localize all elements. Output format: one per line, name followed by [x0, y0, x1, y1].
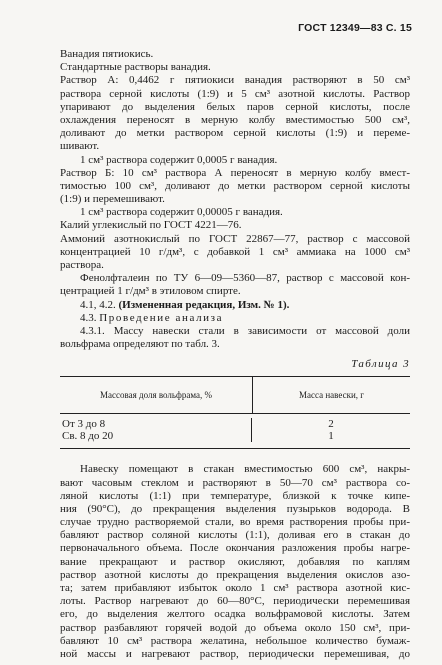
text-line: Ванадия пятиокись.	[60, 48, 154, 60]
tungsten-range-cell: Св. 8 до 20	[60, 430, 252, 442]
text-line: бавляют раствор соляной кислоты (1:1), доливая его в стакан до	[60, 529, 410, 542]
text-line: вают часовым стеклом и растворяют в 50—70 см³ раствора со-	[60, 476, 410, 489]
text-line: ной массы и нагревают раствор, периодически перемешивая, до	[60, 647, 410, 660]
text-line: первоначального объема. После окончания разложения пробы нагре-	[60, 542, 410, 555]
text-line: его, до выделения желтого осадка вольфрамовой кислоты. Затем	[60, 608, 410, 621]
amendment-note	[60, 299, 410, 312]
table-header-col2: Масса навески, г	[299, 390, 364, 401]
page-header: ГОСТ 12349—83 С. 15	[298, 22, 412, 34]
text-line: (1:9) и перемешивают.	[60, 193, 165, 206]
sample-mass-cell: 2	[328, 418, 334, 431]
table-caption: Таблица 3	[351, 358, 410, 371]
amendment-bold: (Измененная редакция, Изм. № 1).	[118, 298, 290, 311]
text-line: случае трудно растворяемой стали, во время растворения пробы при-	[60, 516, 410, 529]
sample-mass-cell: 1	[328, 430, 334, 443]
text-line: ния (90°С), до прекращения выделения пузырьков водорода. В	[60, 502, 410, 515]
text-line: ляной кислоты (1:1) при температуре, близкой к точке кипе-	[60, 489, 410, 502]
text-line: 4.3.1. Массу навески стали в зависимости от массовой доли	[80, 324, 410, 337]
clause-431	[60, 325, 410, 351]
tungsten-range-cell: От 3 до 8	[60, 418, 252, 430]
table-row	[60, 430, 410, 442]
text-line: Фенолфталеин по ТУ 6—09—5360—87, раствор с массовой кон-	[80, 272, 410, 285]
text-line: раствор разбавляют горячей водой до объема около 150 см³, при-	[60, 621, 410, 634]
text-line: Раствор Б: 10 см³ раствора А переносят в мерную колбу вмест-	[60, 166, 410, 179]
reagents-block	[60, 48, 410, 299]
text-line: шивают.	[60, 140, 100, 153]
text-line: 1 см³ раствора содержит 0,0005 г ванадия.	[80, 153, 278, 166]
text-line: Раствор А: 0,4462 г пятиокиси ванадия растворяют в 50 см³	[60, 74, 410, 87]
text-line: охлаждения переносят в мерную колбу вместимостью 500 см³,	[60, 113, 410, 126]
amendment-prefix: 4.1, 4.2.	[80, 298, 119, 311]
text-line: Аммоний азотнокислый по ГОСТ 22867—77, раствор с массовой	[60, 232, 410, 245]
text-line: тимостью 100 см³, доливают до метки раствором серной кислоты	[60, 179, 410, 192]
text-line: концентрацией 10 г/дм³, с добавкой 1 см³ аммиака на 1000 см³	[60, 245, 410, 258]
text-line: вольфрама определяют по табл. 3.	[60, 338, 220, 351]
text-line: центрацией 1 г/дм³ в этиловом спирте.	[60, 285, 241, 298]
text-line: доливают до метки раствором серной кислоты (1:9) и переме-	[60, 127, 410, 140]
text-line: упаривают до выделения белых паров серной кислоты, после	[60, 100, 410, 113]
table-header-col1: Массовая доля вольфрама, %	[60, 377, 253, 413]
text-line: та; затем прибавляют избыток около 1 см³ раствора азотной кис-	[60, 582, 410, 594]
section-heading	[60, 312, 410, 325]
section-number: 4.3.	[80, 311, 100, 324]
text-line: бавляют 10 см³ раствора желатина, небольшое количество бумаж-	[60, 634, 410, 647]
text-line: раствора.	[60, 259, 104, 271]
text-line: лоты. Раствор нагревают до 60—80°С, периодически перемешивая	[60, 595, 410, 608]
text-line: раствора серной кислоты (1:9) и 5 см³ азотной кислоты. Раствор	[60, 87, 410, 100]
table-header-row	[60, 377, 410, 414]
section-title: Проведение анализа	[99, 311, 224, 324]
text-line: 1 см³ раствора содержит 0,00005 г ванадия.	[80, 206, 283, 219]
table-body	[60, 414, 410, 448]
table-3	[60, 376, 410, 449]
table-row	[60, 418, 410, 430]
text-line: Навеску помещают в стакан вместимостью 600 см³, накры-	[80, 463, 410, 476]
text-line: вание прекращают и раствор окисляют, добавляя по каплям	[60, 555, 410, 568]
text-line: Калий углекислый по ГОСТ 4221—76.	[60, 219, 242, 232]
procedure-text	[60, 463, 410, 661]
text-line: Стандартные растворы ванадия.	[60, 61, 211, 74]
text-line: раствор азотной кислоты до прекращения выделения окислов азо-	[60, 568, 410, 581]
document-body	[60, 48, 410, 661]
